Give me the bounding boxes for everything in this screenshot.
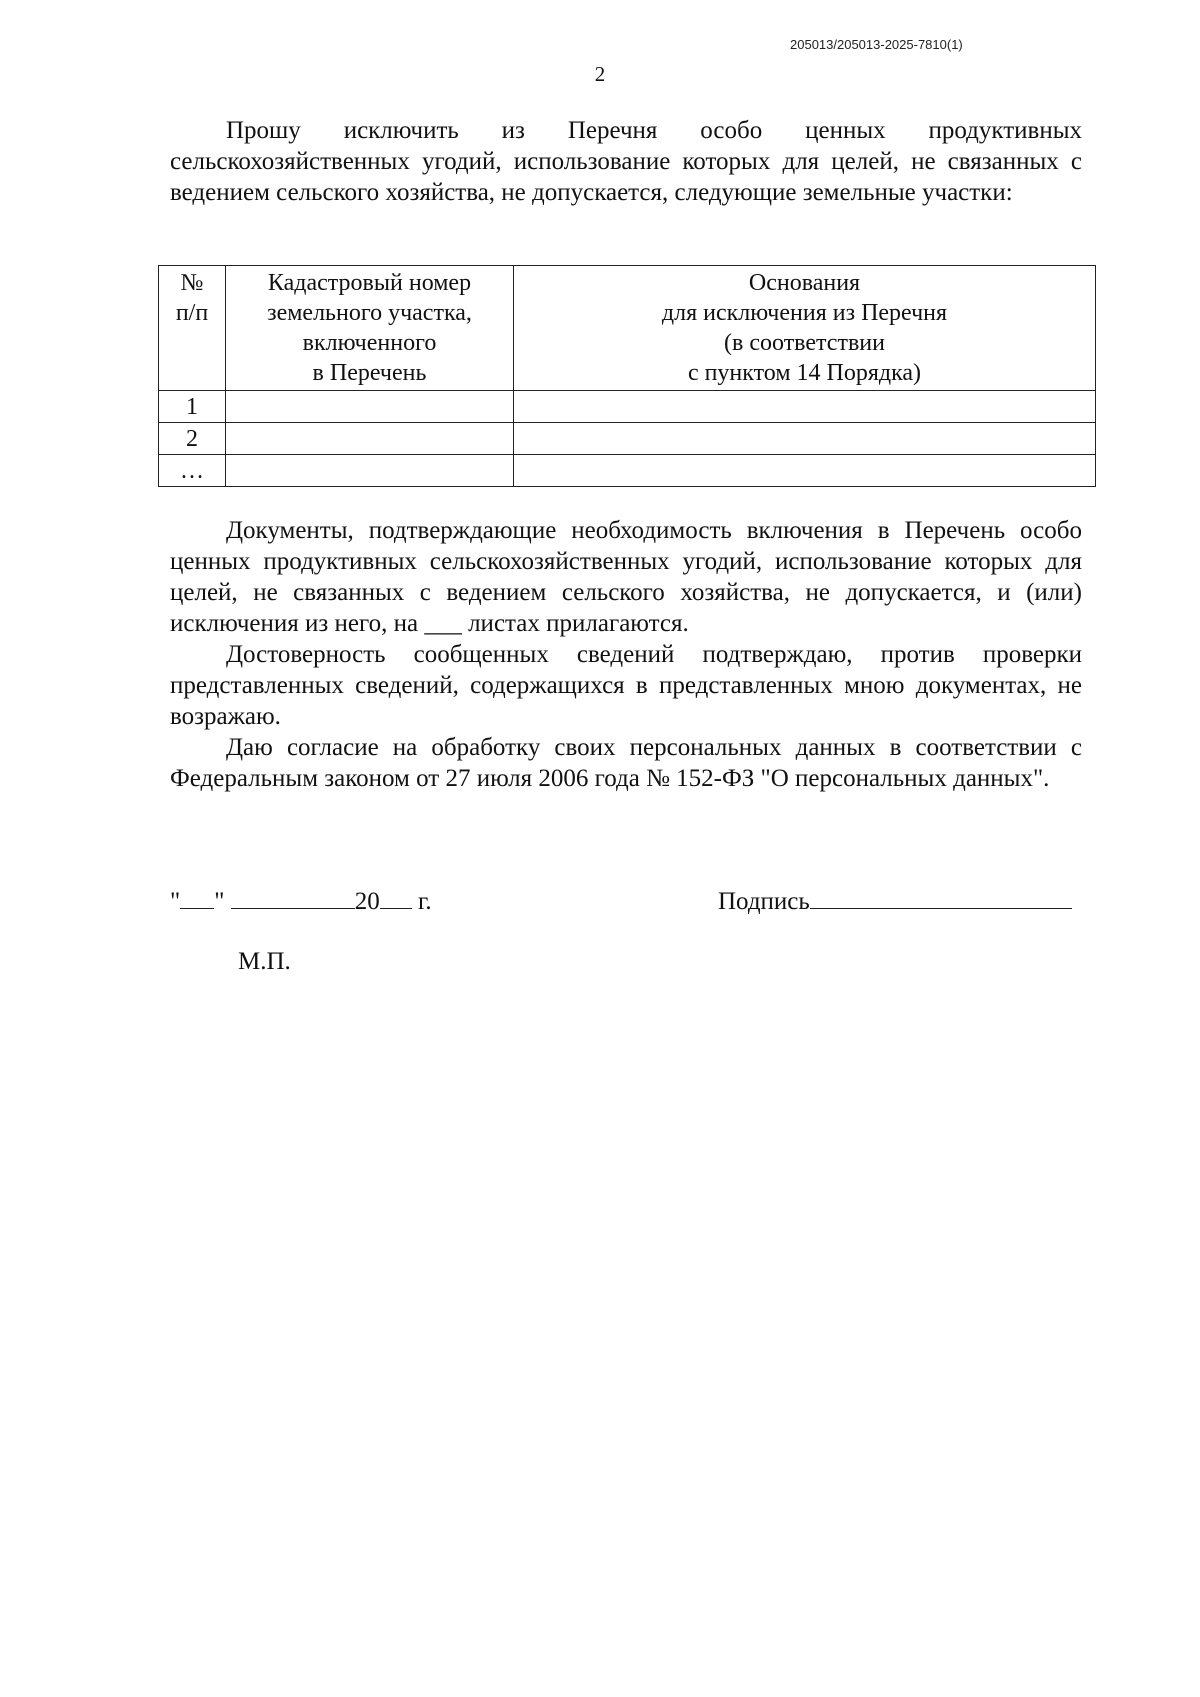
row-number: 1 [159, 391, 226, 423]
header-grounds-line: с пунктом 14 Порядка) [687, 360, 922, 386]
date-field [170, 884, 432, 916]
header-exclusion-grounds [514, 266, 1096, 391]
month-blank[interactable] [231, 884, 355, 909]
header-cadastral-line: Кадастровый номер [267, 270, 472, 296]
row-number: … [159, 455, 226, 487]
documents-paragraph-text: Документы, подтверждающие необходимость включения в Перечень особо ценных продуктивных сельскохозяйственных угодий, использование которых для целей, не связанных с ведением сельского хозяйства, не допускается, и (или) исключения из него, на ___ листах прилагаются. [170, 517, 1082, 637]
consent-paragraph-text: Даю согласие на обработку своих персональных данных в соответствии с Федеральным законом от 27 июля 2006 года № 152-ФЗ "О персональных данных". [170, 734, 1082, 792]
year-suffix: г. [417, 888, 432, 915]
header-number-line: № [180, 270, 204, 296]
table-header-row [159, 266, 1096, 391]
date-quote-open: " [170, 888, 181, 915]
table-row [159, 455, 1096, 487]
row-cadastral-cell[interactable] [226, 455, 514, 487]
documents-paragraph [170, 515, 1082, 639]
header-grounds-line: Основания [748, 270, 861, 296]
header-grounds-line: для исключения из Перечня [661, 300, 948, 326]
year-prefix: 20 [354, 888, 380, 915]
row-grounds-cell[interactable] [514, 423, 1096, 455]
land-plots-table [158, 265, 1096, 487]
row-number: 2 [159, 423, 226, 455]
header-grounds-line: (в соответствии [724, 330, 885, 356]
intro-paragraph-text: Прошу исключить из Перечня особо ценных продуктивных сельскохозяйственных угодий, использование которых для целей, не связанных с ведением сельского хозяйства, не допускается, следующие земельные участки: [170, 117, 1082, 206]
intro-paragraph [170, 115, 1082, 208]
header-number [159, 266, 226, 391]
row-grounds-cell[interactable] [514, 455, 1096, 487]
table-row [159, 391, 1096, 423]
stamp-place-label: М.П. [238, 948, 291, 975]
day-blank[interactable] [180, 884, 214, 909]
signature-blank[interactable] [810, 884, 1072, 909]
header-cadastral-line: включенного [302, 330, 437, 356]
trust-paragraph-text: Достоверность сообщенных сведений подтверждаю, против проверки представленных сведений, содержащихся в представленных мною документах, не возражаю. [170, 641, 1082, 730]
signature-label: Подпись [718, 888, 810, 915]
header-number-line: п/п [175, 300, 209, 326]
row-grounds-cell[interactable] [514, 391, 1096, 423]
consent-paragraph [170, 732, 1082, 794]
page-number: 2 [594, 62, 606, 86]
trust-paragraph [170, 639, 1082, 732]
date-quote-close: " [214, 888, 225, 915]
header-cadastral-number [226, 266, 514, 391]
row-cadastral-cell[interactable] [226, 391, 514, 423]
signature-field [718, 884, 1072, 916]
table-row [159, 423, 1096, 455]
row-cadastral-cell[interactable] [226, 423, 514, 455]
header-cadastral-line: земельного участка, [267, 300, 472, 326]
header-cadastral-line: в Перечень [312, 360, 427, 386]
year-blank[interactable] [380, 884, 412, 909]
document-registration-number: 205013/205013-2025-7810(1) [790, 37, 963, 52]
